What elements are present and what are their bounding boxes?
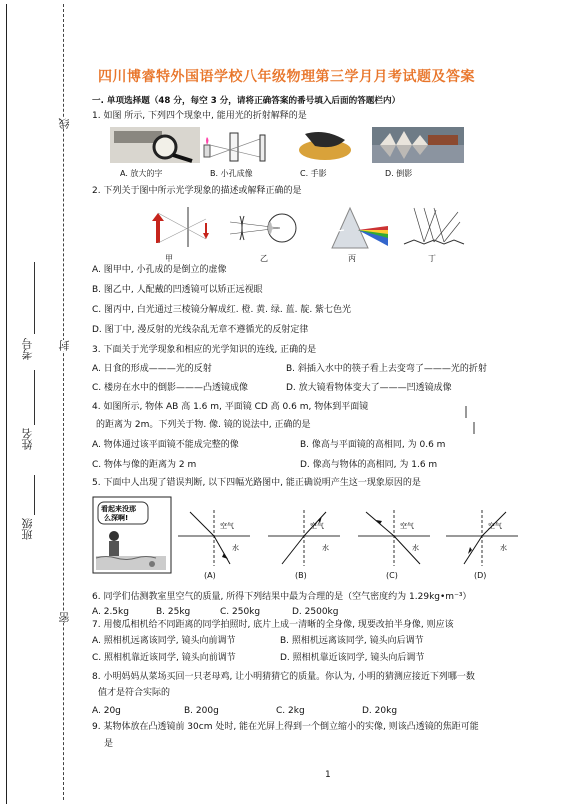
q5-label-d: (D) — [474, 571, 487, 580]
q2-figure-ding-diffuse — [400, 204, 470, 250]
q5-label-c: (C) — [386, 571, 398, 580]
q5-b-air: 空气 — [310, 522, 324, 530]
q5-diagram-a — [178, 506, 250, 568]
q3-option-d: D. 放大镜看物体变大了———凹透镜成像 — [286, 383, 452, 393]
q3-option-b: B. 斜插入水中的筷子看上去变弯了———光的折射 — [286, 364, 487, 374]
q2-option-c: C. 图丙中, 白光通过三棱镜分解成红. 橙. 黄. 绿. 蓝. 靛. 紫七色光 — [92, 305, 352, 315]
q8-option-b: B. 200g — [184, 706, 219, 716]
q7-option-b: B. 照相机远离该同学, 镜头向后调节 — [280, 636, 424, 646]
q9-stem: 9. 某物体放在凸透镜前 30cm 处时, 能在光屏上得到一个倒立缩小的实像, 则该凸透镜的焦距可能 — [92, 722, 479, 732]
q8-option-c: C. 2kg — [276, 706, 305, 716]
seal-char-secret: 密 — [58, 612, 71, 623]
q8-stem-line1: 8. 小明妈妈从菜场买回一只老母鸡, 让小明猜猜它的质量。你认为, 小明的猜测应接近下列哪一数 — [92, 672, 475, 682]
q5-d-water: 水 — [500, 544, 507, 552]
section-heading: 一. 单项选择题（48 分，每空 3 分，请将正确答案的番号填入后面的答题栏内） — [92, 96, 401, 106]
q5-cartoon-text-2: 么深啊! — [104, 514, 129, 522]
q3-stem: 3. 下面关于光学现象和相应的光学知识的连线, 正确的是 — [92, 345, 317, 355]
q5-diagram-b — [268, 506, 340, 568]
q3-option-a: A. 日食的形成———光的反射 — [92, 364, 212, 374]
q1-image-pinhole — [200, 127, 280, 165]
q5-cartoon-text-1: 看起来没那 — [101, 505, 136, 513]
q5-d-air: 空气 — [488, 522, 502, 530]
field-class-line — [34, 475, 35, 515]
q5-diagram-d — [446, 506, 518, 568]
q1-image-magnifier — [110, 127, 200, 163]
q5-cartoon — [92, 496, 172, 574]
q4-mirror-figure — [462, 404, 478, 436]
q4-option-d: D. 像高与物体的高相同, 为 1.6 m — [300, 460, 438, 470]
q8-option-a: A. 20g — [92, 706, 121, 716]
field-exam-number-line — [34, 262, 35, 334]
q4-stem-line2: 的距离为 2m。下列关于物. 像. 镜的说法中, 正确的是 — [96, 420, 311, 430]
q2-label-jia: 甲 — [165, 254, 173, 263]
q4-stem-line1: 4. 如图所示, 物体 AB 高 1.6 m, 平面镜 CD 高 0.6 m, 物体到平面镜 — [92, 402, 369, 412]
q7-option-c: C. 照相机靠近该同学, 镜头向前调节 — [92, 653, 236, 663]
q5-b-water: 水 — [322, 544, 329, 552]
q2-figure-bing-prism — [318, 204, 388, 250]
q2-label-bing: 丙 — [348, 254, 356, 263]
q5-diagram-c — [358, 506, 430, 568]
q2-stem: 2. 下列关于图中所示光学现象的描述或解释正确的是 — [92, 186, 302, 196]
q5-a-water: 水 — [232, 544, 239, 552]
q5-label-a: (A) — [204, 571, 216, 580]
q6-option-d: D. 2500kg — [292, 607, 339, 617]
q4-option-a: A. 物体通过该平面镜不能成完整的像 — [92, 440, 239, 450]
seal-char-seal: 封 — [58, 340, 71, 351]
binding-border — [6, 4, 7, 804]
q2-label-ding: 丁 — [428, 254, 436, 263]
q2-figure-jia-pinhole — [146, 205, 216, 249]
q5-c-water: 水 — [412, 544, 419, 552]
field-name-label: 姓名 — [21, 428, 34, 450]
seal-char-line: 线 — [58, 118, 71, 129]
q7-option-d: D. 照相机靠近该同学, 镜头向后调节 — [280, 653, 425, 663]
q1-stem: 1. 如图 所示, 下列四个现象中, 能用光的折射解释的是 — [92, 111, 307, 121]
q8-stem-line2: 值才是符合实际的 — [98, 688, 171, 698]
q1-option-c: C. 手影 — [300, 169, 327, 178]
q6-stem: 6. 同学们估测教室里空气的质量, 所得下列结果中最为合理的是（空气密度约为 1.29kg•m⁻³） — [92, 592, 472, 602]
q5-stem: 5. 下面中人出现了错误判断, 以下四幅光路图中, 能正确说明产生这一现象原因的是 — [92, 478, 421, 488]
field-name-line — [34, 370, 35, 425]
q6-option-b: B. 25kg — [156, 607, 191, 617]
q7-option-a: A. 照相机远离该同学, 镜头向前调节 — [92, 636, 236, 646]
q6-option-a: A. 2.5kg — [92, 607, 129, 617]
field-class-label: 班级 — [21, 518, 34, 540]
q7-stem: 7. 用傻瓜相机给不同距离的同学拍照时, 底片上成一清晰的全身像, 现要改拍半身像, 则应该 — [92, 620, 454, 630]
q8-option-d: D. 20kg — [362, 706, 398, 716]
q2-option-a: A. 图甲中, 小孔成的是倒立的虚像 — [92, 265, 227, 275]
q2-figure-yi-eye — [230, 208, 300, 248]
q1-option-d: D. 倒影 — [385, 169, 413, 178]
q4-option-c: C. 物体与像的距离为 2 m — [92, 460, 197, 470]
q1-option-b: B. 小孔成像 — [210, 169, 253, 178]
page-number: 1 — [325, 770, 331, 780]
q9-stem-line2: 是 — [104, 739, 114, 749]
q2-label-yi: 乙 — [260, 254, 268, 263]
q2-option-b: B. 图乙中, 人配戴的凹透镜可以矫正远视眼 — [92, 285, 263, 295]
q3-option-c: C. 楼房在水中的倒影———凸透镜成像 — [92, 383, 249, 393]
q1-option-a: A. 放大的字 — [120, 169, 163, 178]
q1-image-hand-shadow — [290, 126, 360, 164]
q2-option-d: D. 图丁中, 漫反射的光线杂乱无章不遵循光的反射定律 — [92, 325, 309, 335]
q5-label-b: (B) — [295, 571, 307, 580]
q5-a-air: 空气 — [220, 522, 234, 530]
q5-c-air: 空气 — [400, 522, 414, 530]
q4-option-b: B. 像高与平面镜的高相同, 为 0.6 m — [300, 440, 446, 450]
q1-image-reflection — [372, 127, 464, 163]
field-exam-number-label: 考号 — [21, 338, 34, 360]
q6-option-c: C. 250kg — [220, 607, 261, 617]
page-title: 四川博睿特外国语学校八年级物理第三学月月考试题及答案 — [98, 69, 475, 85]
